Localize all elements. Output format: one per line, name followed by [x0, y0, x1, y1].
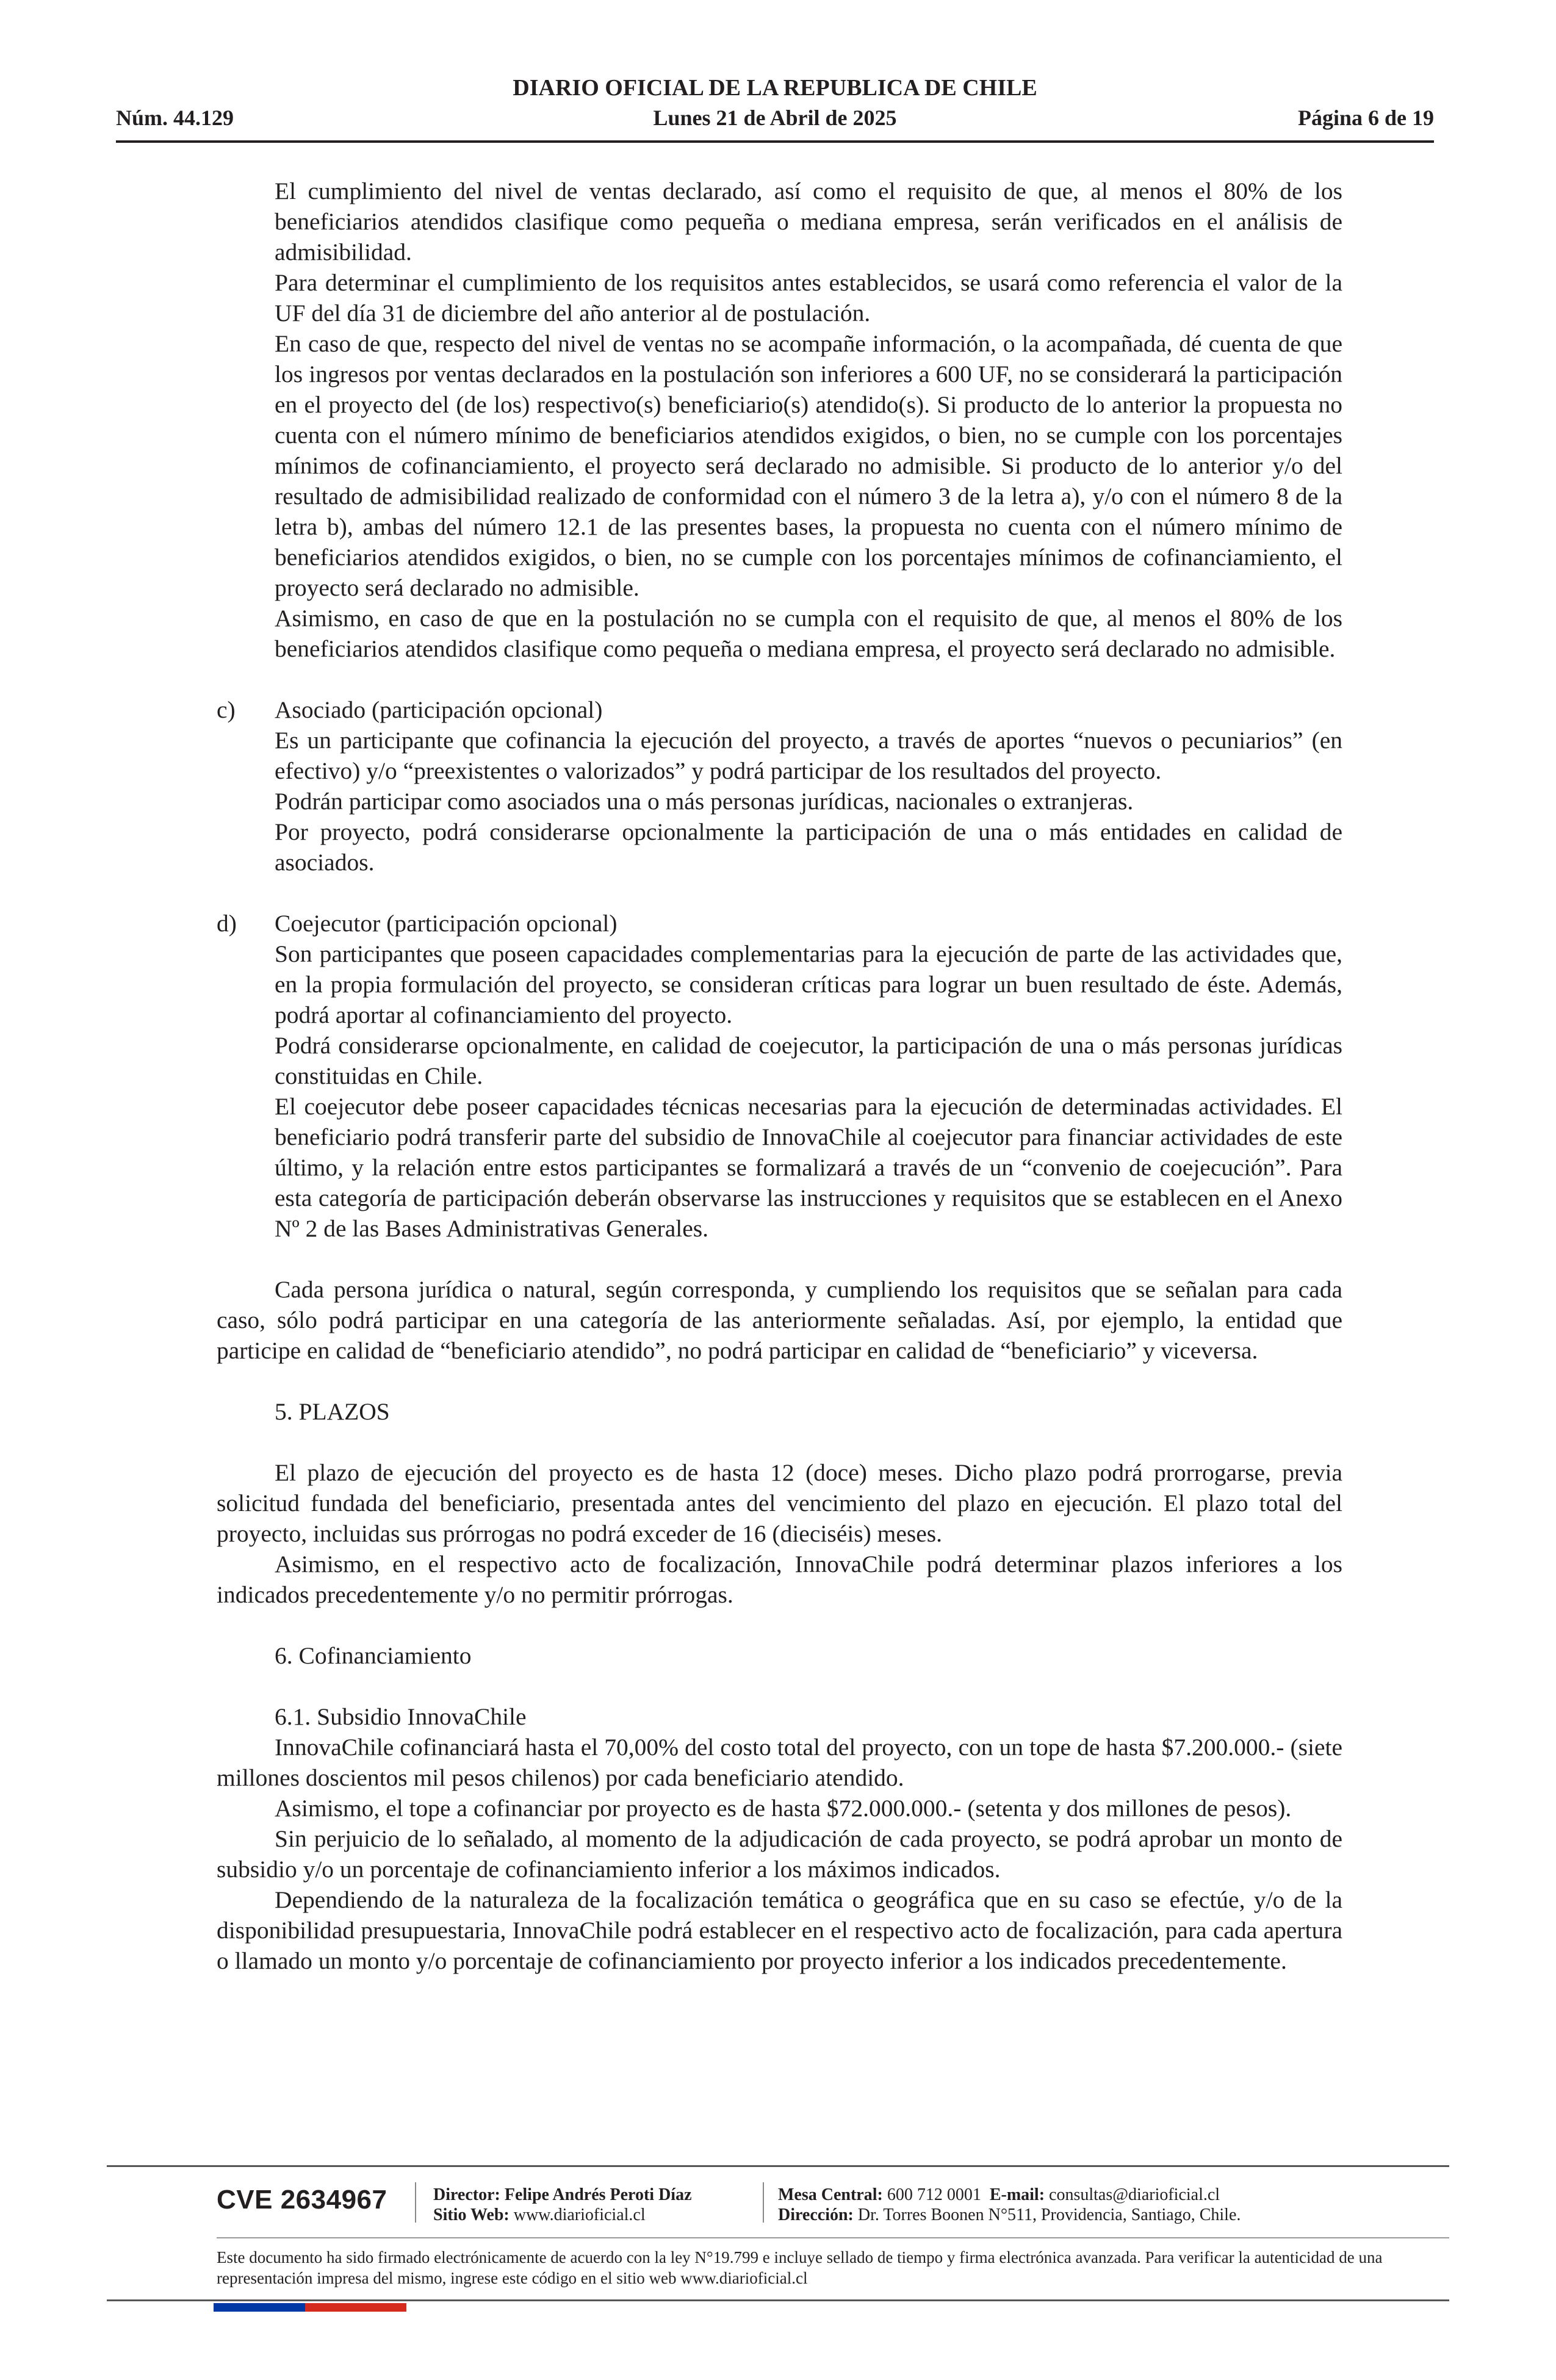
address-label: Dirección:	[778, 2205, 854, 2224]
item-letter: c)	[217, 696, 236, 723]
paragraph: El plazo de ejecución del proyecto es de hasta 12 (doce) meses. Dicho plazo podrá prorrogarse, previa solicitud fundada del beneficiario, presentada antes del vencimiento del plazo en ejecución. El plazo total del proyecto, incluidas sus prórrogas no podrá exceder de 16 (dieciséis) meses.	[217, 1459, 1342, 1547]
paragraph: Son participantes que poseen capacidades complementarias para la ejecución de parte de las actividades que, en la propia formulación del proyecto, se consideran críticas para lograr un buen resultado de éste. Además, podrá aportar al cofinanciamiento del proyecto.	[275, 940, 1342, 1028]
site-link[interactable]: www.diarioficial.cl	[513, 2205, 646, 2224]
footer-divider	[107, 2165, 1449, 2167]
intro-block	[217, 176, 1342, 664]
director-name: Felipe Andrés Peroti Díaz	[504, 2185, 692, 2204]
paragraph: Para determinar el cumplimiento de los requisitos antes establecidos, se usará como referencia el valor de la UF del día 31 de diciembre del año anterior al de postulación.	[275, 269, 1342, 326]
paragraph: Dependiendo de la naturaleza de la focalización temática o geográfica que en su caso se efectúe, y/o de la disponibilidad presupuestaria, InnovaChile podrá establecer en el respectivo acto de focalización, para cada apertura o llamado un monto y/o porcentaje de cofinanciamiento por proyecto inferior a los indicados precedentemente.	[217, 1886, 1342, 1974]
page-footer	[107, 2165, 1449, 2348]
item-title: Asociado (participación opcional)	[275, 696, 603, 723]
footer-separator	[415, 2182, 416, 2223]
paragraph: InnovaChile cofinanciará hasta el 70,00% del costo total del proyecto, con un tope de hasta $7.200.000.- (siete millones doscientos mil pesos chilenos) por cada beneficiario atendido.	[217, 1734, 1342, 1791]
paragraph: Asimismo, el tope a cofinanciar por proyecto es de hasta $72.000.000.- (setenta y dos millones de pesos).	[275, 1795, 1292, 1822]
director-label: Director:	[433, 2185, 500, 2204]
footer-separator	[763, 2182, 764, 2223]
paragraph: Sin perjuicio de lo señalado, al momento de la adjudicación de cada proyecto, se podrá aprobar un monto de subsidio y/o un porcentaje de cofinanciamiento inferior a los máximos indicados.	[217, 1825, 1342, 1883]
section-5-heading: 5. PLAZOS	[275, 1398, 390, 1425]
flag-blue	[214, 2303, 305, 2312]
email-label: E-mail:	[989, 2185, 1045, 2204]
flag-red	[305, 2303, 406, 2312]
issue-date: Lunes 21 de Abril de 2025	[653, 106, 897, 130]
footer-divider	[107, 2299, 1449, 2301]
page-header	[116, 74, 1434, 146]
paragraph: El cumplimiento del nivel de ventas declarado, así como el requisito de que, al menos el 80% de los beneficiarios atendidos clasifique como pequeña o mediana empresa, serán verificados en el análisis de admisibilidad.	[275, 178, 1342, 265]
flag-stripe	[214, 2303, 406, 2312]
paragraph: Por proyecto, podrá considerarse opcionalmente la participación de una o más entidades en calidad de asociados.	[275, 818, 1342, 876]
phone-label: Mesa Central:	[778, 2185, 883, 2204]
section-6-heading: 6. Cofinanciamiento	[275, 1642, 472, 1669]
document-body	[217, 176, 1342, 1976]
paragraph: Podrá considerarse opcionalmente, en calidad de coejecutor, la participación de una o más personas jurídicas constituidas en Chile.	[275, 1032, 1342, 1089]
issue-number: Núm. 44.129	[116, 106, 234, 130]
contact-info	[778, 2185, 1241, 2225]
paragraph: Es un participante que cofinancia la ejecución del proyecto, a través de aportes “nuevos o pecuniarios” (en efectivo) y/o “preexistentes o valorizados” y podrá participar de los resultados del proyecto.	[275, 727, 1342, 784]
item-title: Coejecutor (participación opcional)	[275, 910, 618, 937]
category-paragraph: Cada persona jurídica o natural, según corresponda, y cumpliendo los requisitos que se señalan para cada caso, sólo podrá participar en una categoría de las anteriormente señaladas. Así, por ejemplo, la entidad que participe en calidad de “beneficiario atendido”, no podrá participar en calidad de “beneficiario” y viceversa.	[217, 1276, 1342, 1364]
section-6-1-heading: 6.1. Subsidio InnovaChile	[275, 1703, 527, 1730]
site-label: Sitio Web:	[433, 2205, 510, 2224]
item-letter: d)	[217, 910, 237, 937]
footer-divider	[217, 2237, 1449, 2238]
item-d-coejecutor	[217, 908, 1342, 1244]
paragraph: Asimismo, en caso de que en la postulación no se cumpla con el requisito de que, al menos el 80% de los beneficiarios atendidos clasifique como pequeña o mediana empresa, el proyecto será declarado no admisible.	[275, 605, 1342, 662]
director-info	[433, 2185, 692, 2225]
header-divider	[116, 140, 1434, 143]
page-indicator: Página 6 de 19	[1297, 106, 1434, 130]
gazette-title: DIARIO OFICIAL DE LA REPUBLICA DE CHILE	[513, 75, 1037, 101]
legal-notice: Este documento ha sido firmado electrónicamente de acuerdo con la ley N°19.799 e incluye sellado de tiempo y firma electrónica avanzada. Para verificar la autenticidad de una representación impresa del mismo, ingrese este código en el sitio web www.diarioficial.cl	[217, 2248, 1383, 2287]
email-link[interactable]: consultas@diarioficial.cl	[1049, 2185, 1220, 2204]
cve-code: CVE 2634967	[217, 2185, 387, 2215]
paragraph: En caso de que, respecto del nivel de ventas no se acompañe información, o la acompañada, dé cuenta de que los ingresos por ventas declarados en la postulación son inferiores a 600 UF, no se considerará la participación en el proyecto del (de los) respectivo(s) beneficiario(s) atendido(s). Si producto de lo anterior la propuesta no cuenta con el número mínimo de beneficiarios atendidos exigidos, o bien, no se cumple con los porcentajes mínimos de cofinanciamiento, el proyecto será declarado no admisible. Si producto de lo anterior y/o del resultado de admisibilidad realizado de conformidad con el número 3 de la letra a), y/o con el número 8 de la letra b), ambas del número 12.1 de las presentes bases, la propuesta no cuenta con el número mínimo de beneficiarios atendidos exigidos, o bien, no se cumple con los porcentajes mínimos de cofinanciamiento, el proyecto será declarado no admisible.	[275, 330, 1342, 601]
paragraph: Asimismo, en el respectivo acto de focalización, InnovaChile podrá determinar plazos inferiores a los indicados precedentemente y/o no permitir prórrogas.	[217, 1551, 1342, 1608]
address: Dr. Torres Boonen N°511, Providencia, Santiago, Chile.	[857, 2205, 1241, 2224]
paragraph: Podrán participar como asociados una o más personas jurídicas, nacionales o extranjeras.	[275, 788, 1134, 815]
paragraph: El coejecutor debe poseer capacidades técnicas necesarias para la ejecución de determinadas actividades. El beneficiario podrá transferir parte del subsidio de InnovaChile al coejecutor para financiar actividades de este último, y la relación entre estos participantes se formalizará a través de un “convenio de coejecución”. Para esta categoría de participación deberán observarse las instrucciones y requisitos que se establecen en el Anexo Nº 2 de las Bases Administrativas Generales.	[275, 1093, 1342, 1242]
item-c-asociado	[217, 694, 1342, 878]
phone-number: 600 712 0001	[887, 2185, 981, 2204]
